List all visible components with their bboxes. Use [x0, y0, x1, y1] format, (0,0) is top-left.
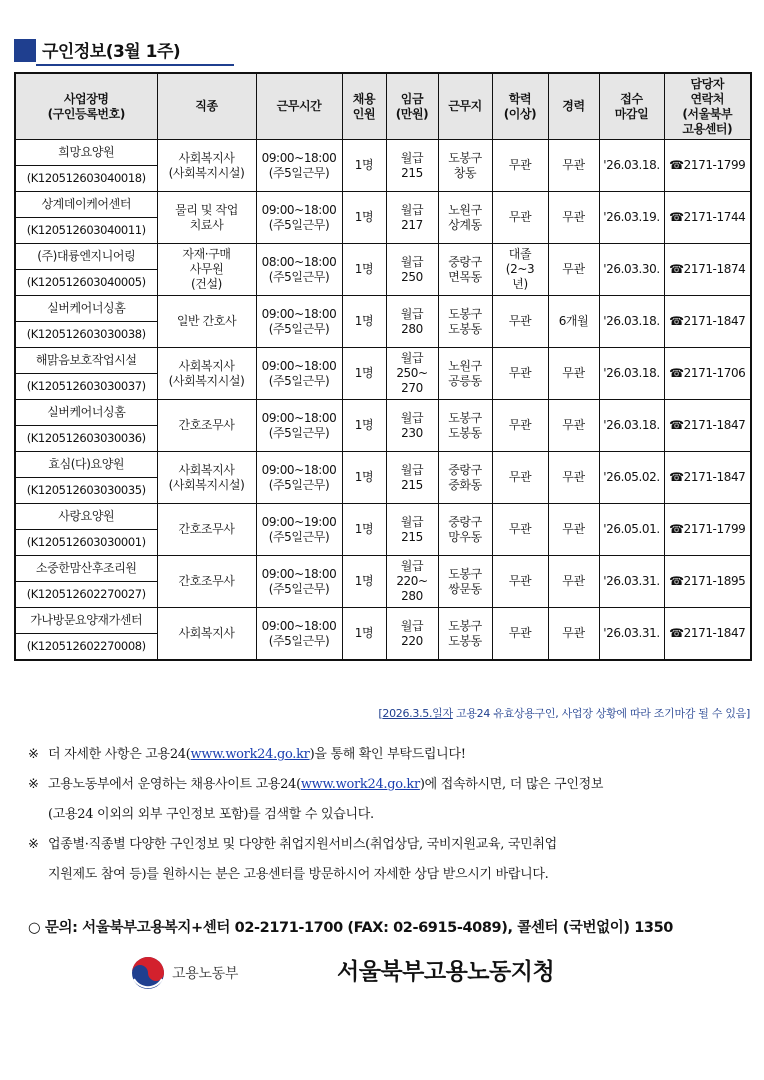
- cell-count: 1명: [342, 296, 386, 348]
- cell-phone: ☎2171-1799: [664, 140, 751, 192]
- cell-job: 물리 및 작업 치료사: [157, 192, 256, 244]
- cell-wage: 월급 250: [386, 244, 438, 296]
- header-education: 학력 (이상): [492, 73, 548, 140]
- job-listing-table: [14, 72, 752, 661]
- bullet-2-text-b: )에 접속하시면, 더 많은 구인정보: [419, 777, 604, 792]
- cell-education: 무관: [492, 348, 548, 400]
- note-text: 고용24 유효상용구인, 사업장 상황에 따라 조기마감 될 수 있음: [452, 707, 746, 720]
- bullet-2-text-a: 고용노동부에서 운영하는 채용사이트 고용24(: [48, 777, 301, 792]
- cell-location: 중랑구 중화동: [438, 452, 492, 504]
- company-name: 효심(다)요양원: [15, 452, 157, 478]
- registration-number: (K120512602270008): [15, 634, 157, 661]
- cell-education: 무관: [492, 140, 548, 192]
- cell-experience: 무관: [548, 400, 599, 452]
- cell-phone: ☎2171-1706: [664, 348, 751, 400]
- registration-number: (K120512603040005): [15, 270, 157, 296]
- cell-hours: 09:00~18:00 (주5일근무): [256, 192, 342, 244]
- cell-wage: 월급 220: [386, 608, 438, 661]
- table-row: [15, 504, 751, 530]
- cell-count: 1명: [342, 348, 386, 400]
- cell-job: 사회복지사 (사회복지시설): [157, 140, 256, 192]
- header-hours: 근무시간: [256, 73, 342, 140]
- contact-info: ○ 문의: 서울북부고용복지+센터 02-2171-1700 (FAX: 02-6915-4089), 콜센터 (국번없이) 1350: [28, 920, 673, 936]
- logo-text: 고용노동부: [172, 966, 239, 982]
- header-count: 채용 인원: [342, 73, 386, 140]
- cell-hours: 09:00~18:00 (주5일근무): [256, 452, 342, 504]
- cell-count: 1명: [342, 452, 386, 504]
- table-row: [15, 296, 751, 322]
- company-name: 희망요양원: [15, 140, 157, 166]
- cell-phone: ☎2171-1799: [664, 504, 751, 556]
- cell-location: 도봉구 도봉동: [438, 608, 492, 661]
- cell-hours: 09:00~18:00 (주5일근무): [256, 140, 342, 192]
- cell-experience: 무관: [548, 140, 599, 192]
- bullet-2: [28, 770, 748, 830]
- cell-deadline: '26.03.31.: [599, 556, 664, 608]
- cell-hours: 09:00~18:00 (주5일근무): [256, 296, 342, 348]
- info-bullets: [28, 740, 748, 890]
- cell-phone: ☎2171-1847: [664, 296, 751, 348]
- bullet-mark: ※: [28, 777, 39, 792]
- header-contact: 담당자 연락처 (서울북부 고용센터): [664, 73, 751, 140]
- bullet-3-text-b: 지원제도 참여 등)를 원하시는 분은 고용센터를 방문하시어 자세한 상담 받으시기 바랍니다.: [48, 867, 549, 882]
- table-note: [2026.3.5.일자 고용24 유효상용구인, 사업장 상황에 따라 조기마감 될 수 있음]: [378, 707, 750, 720]
- page-title-block: [14, 35, 234, 66]
- cell-wage: 월급 220~ 280: [386, 556, 438, 608]
- bullet-mark: ※: [28, 747, 39, 762]
- cell-education: 무관: [492, 192, 548, 244]
- cell-location: 중랑구 면목동: [438, 244, 492, 296]
- title-underline: [36, 64, 234, 66]
- cell-wage: 월급 250~ 270: [386, 348, 438, 400]
- company-name: 가나방문요양재가센터: [15, 608, 157, 634]
- cell-deadline: '26.03.18.: [599, 348, 664, 400]
- cell-location: 노원구 상계동: [438, 192, 492, 244]
- cell-count: 1명: [342, 192, 386, 244]
- cell-location: 중랑구 망우동: [438, 504, 492, 556]
- cell-deadline: '26.03.19.: [599, 192, 664, 244]
- page-title: 구인정보(3월 1주): [42, 42, 181, 62]
- cell-hours: 09:00~19:00 (주5일근무): [256, 504, 342, 556]
- cell-hours: 09:00~18:00 (주5일근무): [256, 400, 342, 452]
- bullet-1: [28, 740, 748, 770]
- cell-job: 사회복지사 (사회복지시설): [157, 348, 256, 400]
- cell-experience: 무관: [548, 452, 599, 504]
- cell-education: 무관: [492, 504, 548, 556]
- registration-number: (K120512603040018): [15, 166, 157, 192]
- cell-deadline: '26.03.18.: [599, 400, 664, 452]
- registration-number: (K120512603030037): [15, 374, 157, 400]
- company-name: (주)대륭엔지니어링: [15, 244, 157, 270]
- cell-wage: 월급 217: [386, 192, 438, 244]
- registration-number: (K120512603030038): [15, 322, 157, 348]
- table-row: [15, 192, 751, 218]
- company-name: 실버케어너싱홈: [15, 296, 157, 322]
- header-wage: 임금 (만원): [386, 73, 438, 140]
- cell-location: 노원구 공릉동: [438, 348, 492, 400]
- bullet-1-text-b: )을 통해 확인 부탁드립니다!: [309, 747, 466, 762]
- cell-count: 1명: [342, 504, 386, 556]
- registration-number: (K120512603030035): [15, 478, 157, 504]
- cell-count: 1명: [342, 140, 386, 192]
- cell-count: 1명: [342, 608, 386, 661]
- bullet-3-text-a: 업종별·직종별 다양한 구인정보 및 다양한 취업지원서비스(취업상담, 국비지원교육, 국민취업: [48, 837, 557, 852]
- cell-location: 도봉구 쌍문동: [438, 556, 492, 608]
- cell-job: 사회복지사: [157, 608, 256, 661]
- office-name: 서울북부고용노동지청: [337, 959, 555, 985]
- bullet-1-text-a: 더 자세한 사항은 고용24(: [48, 747, 191, 762]
- cell-phone: ☎2171-1847: [664, 608, 751, 661]
- cell-experience: 무관: [548, 348, 599, 400]
- cell-deadline: '26.05.01.: [599, 504, 664, 556]
- cell-education: 무관: [492, 452, 548, 504]
- cell-hours: 08:00~18:00 (주5일근무): [256, 244, 342, 296]
- registration-number: (K120512603030036): [15, 426, 157, 452]
- cell-education: 대졸 (2~3 년): [492, 244, 548, 296]
- cell-wage: 월급 215: [386, 452, 438, 504]
- bullet-3: [28, 830, 748, 890]
- company-name: 상계데이케어센터: [15, 192, 157, 218]
- table-body: [15, 140, 751, 661]
- cell-hours: 09:00~18:00 (주5일근무): [256, 348, 342, 400]
- cell-job: 일반 간호사: [157, 296, 256, 348]
- company-name: 해맑음보호작업시설: [15, 348, 157, 374]
- table-row: [15, 140, 751, 166]
- cell-job: 사회복지사 (사회복지시설): [157, 452, 256, 504]
- cell-location: 도봉구 창동: [438, 140, 492, 192]
- table-row: [15, 452, 751, 478]
- cell-experience: 무관: [548, 608, 599, 661]
- bullet-mark: ※: [28, 837, 39, 852]
- cell-deadline: '26.05.02.: [599, 452, 664, 504]
- ministry-logo: [130, 955, 290, 989]
- table-row: [15, 400, 751, 426]
- header-company: 사업장명 (구인등록번호): [15, 73, 157, 140]
- taegeuk-emblem-icon: [130, 955, 166, 991]
- registration-number: (K120512602270027): [15, 582, 157, 608]
- cell-wage: 월급 230: [386, 400, 438, 452]
- cell-deadline: '26.03.18.: [599, 140, 664, 192]
- cell-phone: ☎2171-1895: [664, 556, 751, 608]
- cell-phone: ☎2171-1847: [664, 400, 751, 452]
- cell-deadline: '26.03.31.: [599, 608, 664, 661]
- cell-experience: 무관: [548, 244, 599, 296]
- table-row: [15, 244, 751, 270]
- work24-link[interactable]: www.work24.go.kr: [300, 777, 420, 792]
- cell-experience: 6개월: [548, 296, 599, 348]
- cell-count: 1명: [342, 244, 386, 296]
- cell-location: 도봉구 도봉동: [438, 400, 492, 452]
- cell-count: 1명: [342, 400, 386, 452]
- table-header-row: [15, 73, 751, 140]
- cell-education: 무관: [492, 400, 548, 452]
- company-name: 사랑요양원: [15, 504, 157, 530]
- cell-job: 자재·구매 사무원 (건설): [157, 244, 256, 296]
- cell-hours: 09:00~18:00 (주5일근무): [256, 608, 342, 661]
- cell-phone: ☎2171-1744: [664, 192, 751, 244]
- cell-phone: ☎2171-1874: [664, 244, 751, 296]
- table-row: [15, 608, 751, 634]
- cell-job: 간호조무사: [157, 504, 256, 556]
- work24-link[interactable]: www.work24.go.kr: [190, 747, 310, 762]
- cell-experience: 무관: [548, 192, 599, 244]
- header-deadline: 접수 마감일: [599, 73, 664, 140]
- cell-wage: 월급 215: [386, 504, 438, 556]
- table-row: [15, 556, 751, 582]
- cell-job: 간호조무사: [157, 556, 256, 608]
- cell-hours: 09:00~18:00 (주5일근무): [256, 556, 342, 608]
- cell-education: 무관: [492, 556, 548, 608]
- cell-experience: 무관: [548, 556, 599, 608]
- company-name: 소중한맘산후조리원: [15, 556, 157, 582]
- cell-experience: 무관: [548, 504, 599, 556]
- cell-job: 간호조무사: [157, 400, 256, 452]
- cell-deadline: '26.03.30.: [599, 244, 664, 296]
- cell-wage: 월급 215: [386, 140, 438, 192]
- cell-location: 도봉구 도봉동: [438, 296, 492, 348]
- note-date: 2026.3.5.일자: [382, 707, 453, 720]
- table-row: [15, 348, 751, 374]
- header-location: 근무지: [438, 73, 492, 140]
- registration-number: (K120512603030001): [15, 530, 157, 556]
- title-accent-bar: [14, 39, 36, 62]
- bullet-2-text-c: (고용24 이외의 외부 구인정보 포함)를 검색할 수 있습니다.: [48, 807, 374, 822]
- cell-education: 무관: [492, 296, 548, 348]
- header-job: 직종: [157, 73, 256, 140]
- cell-phone: ☎2171-1847: [664, 452, 751, 504]
- cell-deadline: '26.03.18.: [599, 296, 664, 348]
- company-name: 실버케어너싱홈: [15, 400, 157, 426]
- cell-wage: 월급 280: [386, 296, 438, 348]
- header-experience: 경력: [548, 73, 599, 140]
- cell-count: 1명: [342, 556, 386, 608]
- registration-number: (K120512603040011): [15, 218, 157, 244]
- cell-education: 무관: [492, 608, 548, 661]
